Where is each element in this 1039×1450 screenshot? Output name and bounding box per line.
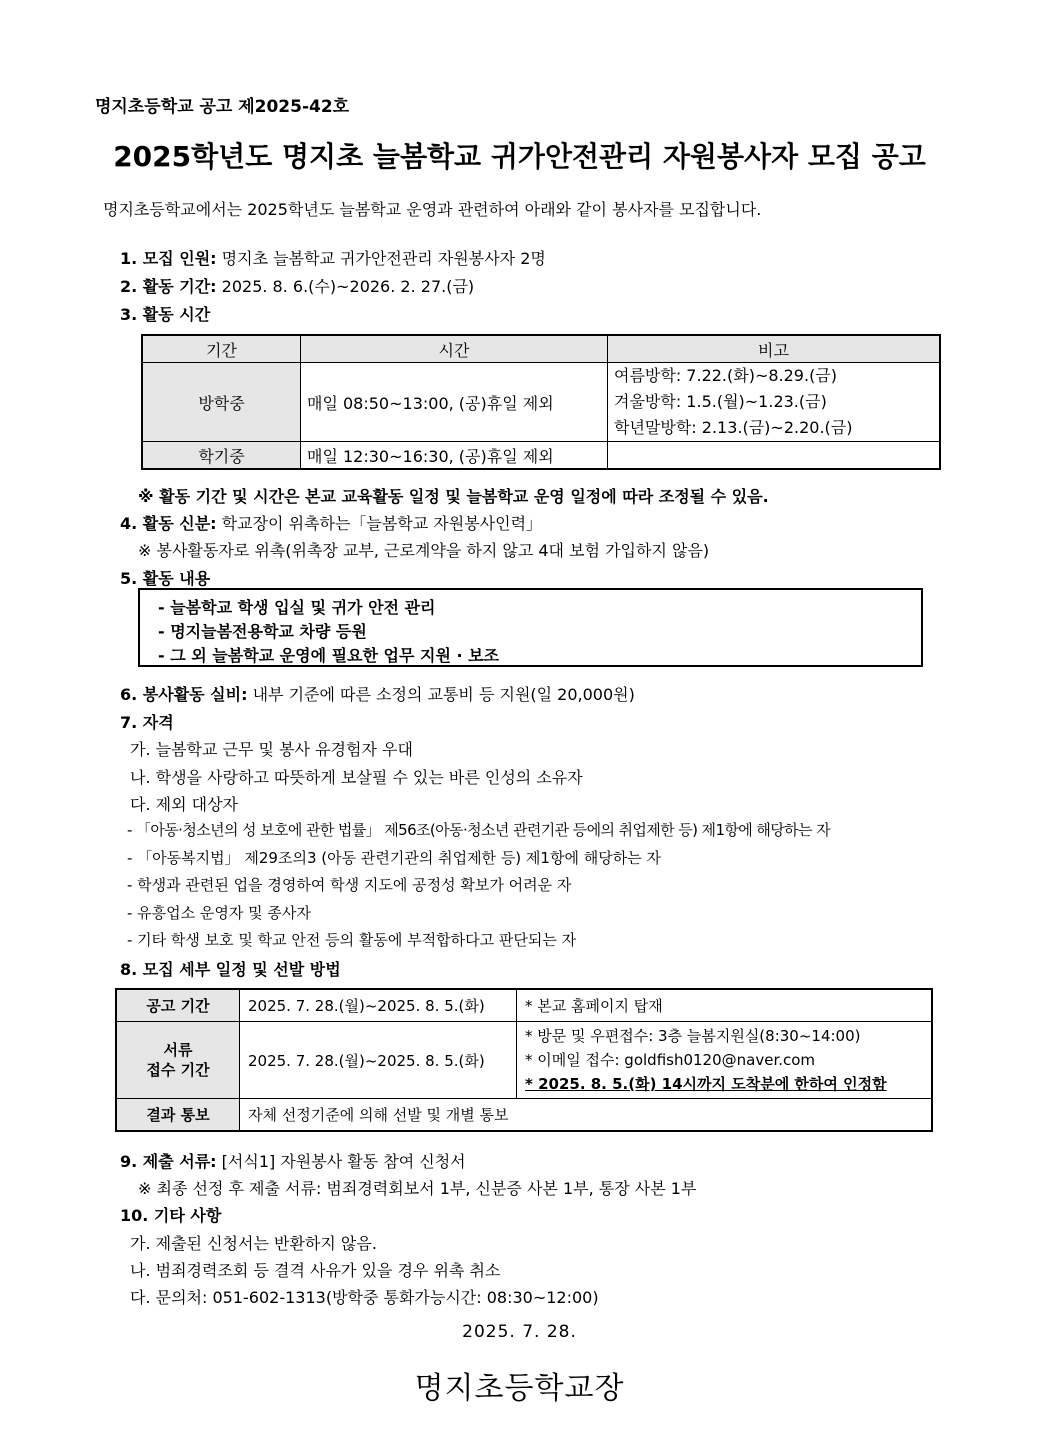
- section-4: 4. 활동 신분: 학교장이 위촉하는「늘봄학교 자원봉사인력」: [120, 514, 543, 533]
- note-visit-mail: * 방문 및 우편접수: 3층 늘봄지원실(8:30~14:00): [525, 1027, 861, 1045]
- result-label: 결과 통보: [116, 1099, 240, 1132]
- notice-period-note: * 본교 홈페이지 탑재: [517, 989, 933, 1022]
- label-line: 접수 기간: [146, 1061, 210, 1079]
- result-text: 자체 선정기준에 의해 선발 및 개별 통보: [240, 1099, 933, 1132]
- section-5-heading: 5. 활동 내용: [120, 569, 211, 588]
- section-3-heading: 3. 활동 시간: [120, 305, 211, 324]
- section-2: 2. 활동 기간: 2025. 8. 6.(수)~2026. 2. 27.(금): [120, 277, 475, 296]
- table-row: [142, 363, 940, 442]
- list-item: - 명지늘봄전용학교 차량 등원: [158, 622, 367, 641]
- recruitment-schedule-table: [115, 988, 933, 1132]
- exclusion-item: - 「아동·청소년의 성 보호에 관한 법률」 제56조(아동·청소년 관련기관 등에의 취업제한 등) 제1항에 해당하는 자: [127, 821, 830, 839]
- list-item: - 늘봄학교 학생 입실 및 귀가 안전 관리: [158, 598, 436, 617]
- table-row: [116, 1022, 932, 1099]
- document-date: 2025. 7. 28.: [462, 1322, 577, 1342]
- intro-text: 명지초등학교에서는 2025학년도 늘봄학교 운영과 관련하여 아래와 같이 봉사자를 모집합니다.: [103, 200, 762, 219]
- section-7-heading: 7. 자격: [120, 713, 174, 732]
- exclusion-item: - 기타 학생 보호 및 학교 안전 등의 활동에 부적합하다고 판단되는 자: [127, 931, 577, 949]
- table-row: [116, 989, 932, 1022]
- remark-winter: 겨울방학: 1.5.(월)~1.23.(금): [614, 392, 827, 411]
- section-1: 1. 모집 인원: 명지초 늘봄학교 귀가안전관리 자원봉사자 2명: [120, 249, 546, 268]
- remark-summer: 여름방학: 7.22.(화)~8.29.(금): [614, 366, 838, 385]
- application-period-date: 2025. 7. 28.(월)~2025. 8. 5.(화): [240, 1022, 517, 1099]
- time-vacation: 매일 08:50~13:00, (공)휴일 제외: [301, 363, 608, 442]
- label-line: 서류: [163, 1041, 193, 1059]
- remarks-semester: [608, 442, 941, 470]
- list-item: - 그 외 늘봄학교 운영에 필요한 업무 지원 · 보조: [158, 646, 500, 665]
- section-6: 6. 봉사활동 실비: 내부 기준에 따른 소정의 교통비 등 지원(일 20,000원): [120, 685, 635, 704]
- section-3-note: ※ 활동 기간 및 시간은 본교 교육활동 일정 및 늘봄학교 운영 일정에 따라 조정될 수 있음.: [138, 487, 769, 506]
- signature: 명지초등학교장: [414, 1371, 625, 1406]
- activity-content-box: [138, 588, 923, 667]
- page-title: 2025학년도 명지초 늘봄학교 귀가안전관리 자원봉사자 모집 공고: [113, 140, 926, 173]
- notice-number: 명지초등학교 공고 제2025-42호: [95, 97, 350, 117]
- exclusion-item: - 유흥업소 운영자 및 종사자: [127, 904, 311, 922]
- table-header-time: 시간: [301, 335, 608, 363]
- notice-period-date: 2025. 7. 28.(월)~2025. 8. 5.(화): [240, 989, 517, 1022]
- section-10-heading: 10. 기타 사항: [120, 1206, 222, 1225]
- section-9: 9. 제출 서류: [서식1] 자원봉사 활동 참여 신청서: [120, 1152, 466, 1171]
- exclusion-item: - 학생과 관련된 업을 경영하여 학생 지도에 공정성 확보가 어려운 자: [127, 876, 572, 894]
- activity-time-table: [141, 334, 941, 470]
- notice-period-label: 공고 기간: [116, 989, 240, 1022]
- table-row: [116, 1099, 932, 1132]
- list-item: 가. 늘봄학교 근무 및 봉사 유경험자 우대: [130, 740, 413, 759]
- time-semester: 매일 12:30~16:30, (공)휴일 제외: [301, 442, 608, 470]
- period-vacation: 방학중: [142, 363, 301, 442]
- exclusion-item: - 「아동복지법」 제29조의3 (아동 관련기관의 취업제한 등) 제1항에 해당하는 자: [127, 849, 661, 867]
- table-header-remarks: 비고: [608, 335, 941, 363]
- note-deadline: * 2025. 8. 5.(화) 14시까지 도착분에 한하여 인정함: [525, 1075, 887, 1093]
- list-item: 나. 학생을 사랑하고 따뜻하게 보살필 수 있는 바른 인성의 소유자: [130, 768, 583, 787]
- list-item: 다. 문의처: 051-602-1313(방학중 통화가능시간: 08:30~12:00): [130, 1288, 599, 1307]
- list-item: 나. 범죄경력조회 등 결격 사유가 있을 경우 위촉 취소: [130, 1261, 501, 1280]
- application-period-label: [116, 1022, 240, 1099]
- note-email: * 이메일 접수: goldfish0120@naver.com: [525, 1051, 816, 1069]
- list-item: 가. 제출된 신청서는 반환하지 않음.: [130, 1234, 377, 1253]
- application-notes: [517, 1022, 933, 1099]
- table-row: [142, 442, 940, 470]
- list-item: 다. 제외 대상자: [130, 795, 238, 814]
- section-8-heading: 8. 모집 세부 일정 및 선발 방법: [120, 960, 341, 979]
- section-9-note: ※ 최종 선정 후 제출 서류: 범죄경력회보서 1부, 신분증 사본 1부, 통장 사본 1부: [138, 1179, 697, 1198]
- period-semester: 학기중: [142, 442, 301, 470]
- section-4-note: ※ 봉사활동자로 위촉(위촉장 교부, 근로계약을 하지 않고 4대 보험 가입하지 않음): [138, 541, 710, 560]
- remarks-vacation: [608, 363, 941, 442]
- table-header-period: 기간: [142, 335, 301, 363]
- remark-yearend: 학년말방학: 2.13.(금)~2.20.(금): [614, 418, 853, 437]
